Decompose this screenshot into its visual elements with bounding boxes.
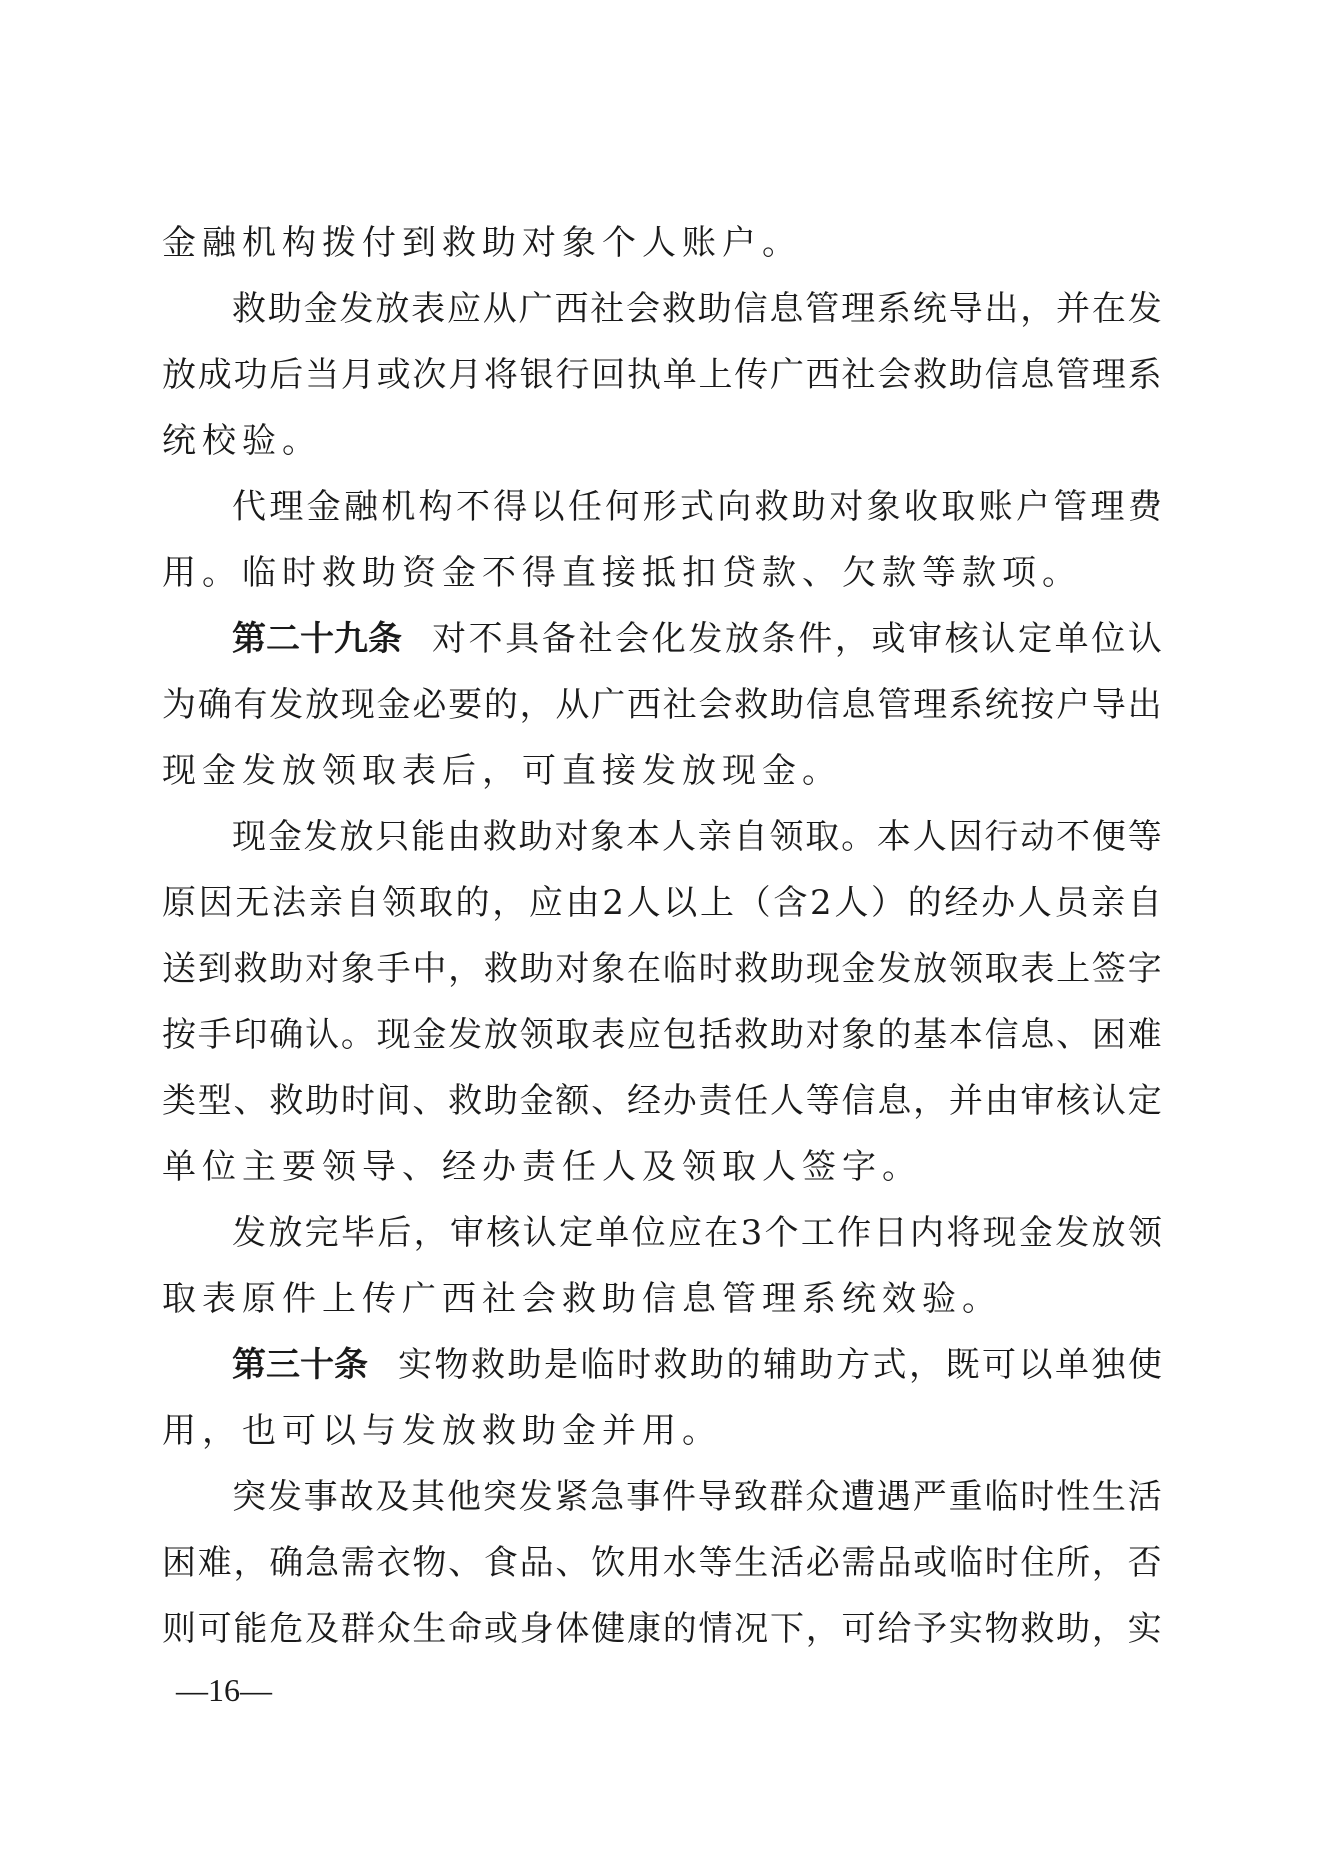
text-line xyxy=(162,870,1162,936)
line-text: 原 因 无 法 亲 自 领 取 的 ， 应 由 2 人 以 上 （ 含 2 人 ） 的 经 办 人 员 亲 自 xyxy=(162,883,1162,923)
text-line xyxy=(162,804,1162,870)
article-heading: 第二十九条 xyxy=(232,619,402,659)
line-text: 现金发放领取表后，可直接发放现金。 xyxy=(162,751,842,791)
line-text: 为 确 有 发 放 现 金 必 要 的 ， 从 广 西 社 会 救 助 信 息 管 理 系 统 按 户 导 出 xyxy=(162,685,1162,725)
text-line xyxy=(162,1200,1162,1266)
text-line xyxy=(162,210,1162,276)
line-text: 则 可 能 危 及 群 众 生 命 或 身 体 健 康 的 情 况 下 ， 可 给 予 实 物 救 助 ， 实 xyxy=(162,1609,1162,1649)
text-line xyxy=(162,1464,1162,1530)
text-line xyxy=(162,1266,1162,1332)
article-heading: 第三十条 xyxy=(232,1345,368,1385)
text-line xyxy=(162,276,1162,342)
text-line xyxy=(162,1530,1162,1596)
line-text: 代 理 金 融 机 构 不 得 以 任 何 形 式 向 救 助 对 象 收 取 账 户 管 理 费 xyxy=(232,487,1162,527)
line-text: 现 金 发 放 只 能 由 救 助 对 象 本 人 亲 自 领 取 。 本 人 因 行 动 不 便 等 xyxy=(232,817,1162,857)
text-line xyxy=(162,1134,1162,1200)
line-text: 送 到 救 助 对 象 手 中 ， 救 助 对 象 在 临 时 救 助 现 金 发 放 领 取 表 上 签 字 xyxy=(162,949,1162,989)
line-text: 金融机构拨付到救助对象个人账户。 xyxy=(162,223,802,263)
text-line xyxy=(162,1068,1162,1134)
line-text: 放 成 功 后 当 月 或 次 月 将 银 行 回 执 单 上 传 广 西 社 会 救 助 信 息 管 理 系 xyxy=(162,355,1162,395)
text-line xyxy=(162,1596,1162,1662)
text-line xyxy=(162,738,1162,804)
line-text: 突 发 事 故 及 其 他 突 发 紧 急 事 件 导 致 群 众 遭 遇 严 重 临 时 性 生 活 xyxy=(232,1477,1162,1517)
line-text: 发 放 完 毕 后 ， 审 核 认 定 单 位 应 在 3 个 工 作 日 内 将 现 金 发 放 领 xyxy=(232,1213,1162,1253)
text-line xyxy=(162,474,1162,540)
line-text: 实 物 救 助 是 临 时 救 助 的 辅 助 方 式 ， 既 可 以 单 独 使 xyxy=(398,1345,1162,1385)
text-line xyxy=(162,1002,1162,1068)
text-line xyxy=(162,540,1162,606)
text-line xyxy=(162,1398,1162,1464)
line-text: 取表原件上传广西社会救助信息管理系统效验。 xyxy=(162,1279,1002,1319)
text-line xyxy=(162,342,1162,408)
line-text: 类 型 、 救 助 时 间 、 救 助 金 额 、 经 办 责 任 人 等 信 息 ， 并 由 审 核 认 定 xyxy=(162,1081,1162,1121)
line-text: 用，也可以与发放救助金并用。 xyxy=(162,1411,722,1451)
page-number: —16— xyxy=(176,1672,272,1708)
line-text: 困 难 ， 确 急 需 衣 物 、 食 品 、 饮 用 水 等 生 活 必 需 品 或 临 时 住 所 ， 否 xyxy=(162,1543,1162,1583)
text-line xyxy=(162,936,1162,1002)
text-line xyxy=(162,672,1162,738)
body-text xyxy=(162,210,1162,1662)
line-text: 对 不 具 备 社 会 化 发 放 条 件 ， 或 审 核 认 定 单 位 认 xyxy=(432,619,1162,659)
line-text: 统校验。 xyxy=(162,421,322,461)
line-text: 按 手 印 确 认 。 现 金 发 放 领 取 表 应 包 括 救 助 对 象 的 基 本 信 息 、 困 难 xyxy=(162,1015,1162,1055)
line-text: 用。临时救助资金不得直接抵扣贷款、欠款等款项。 xyxy=(162,553,1082,593)
text-line xyxy=(162,408,1162,474)
text-line xyxy=(162,606,1162,672)
line-text: 救 助 金 发 放 表 应 从 广 西 社 会 救 助 信 息 管 理 系 统 导 出 ， 并 在 发 xyxy=(232,289,1162,329)
line-text: 单位主要领导、经办责任人及领取人签字。 xyxy=(162,1147,922,1187)
text-line xyxy=(162,1332,1162,1398)
